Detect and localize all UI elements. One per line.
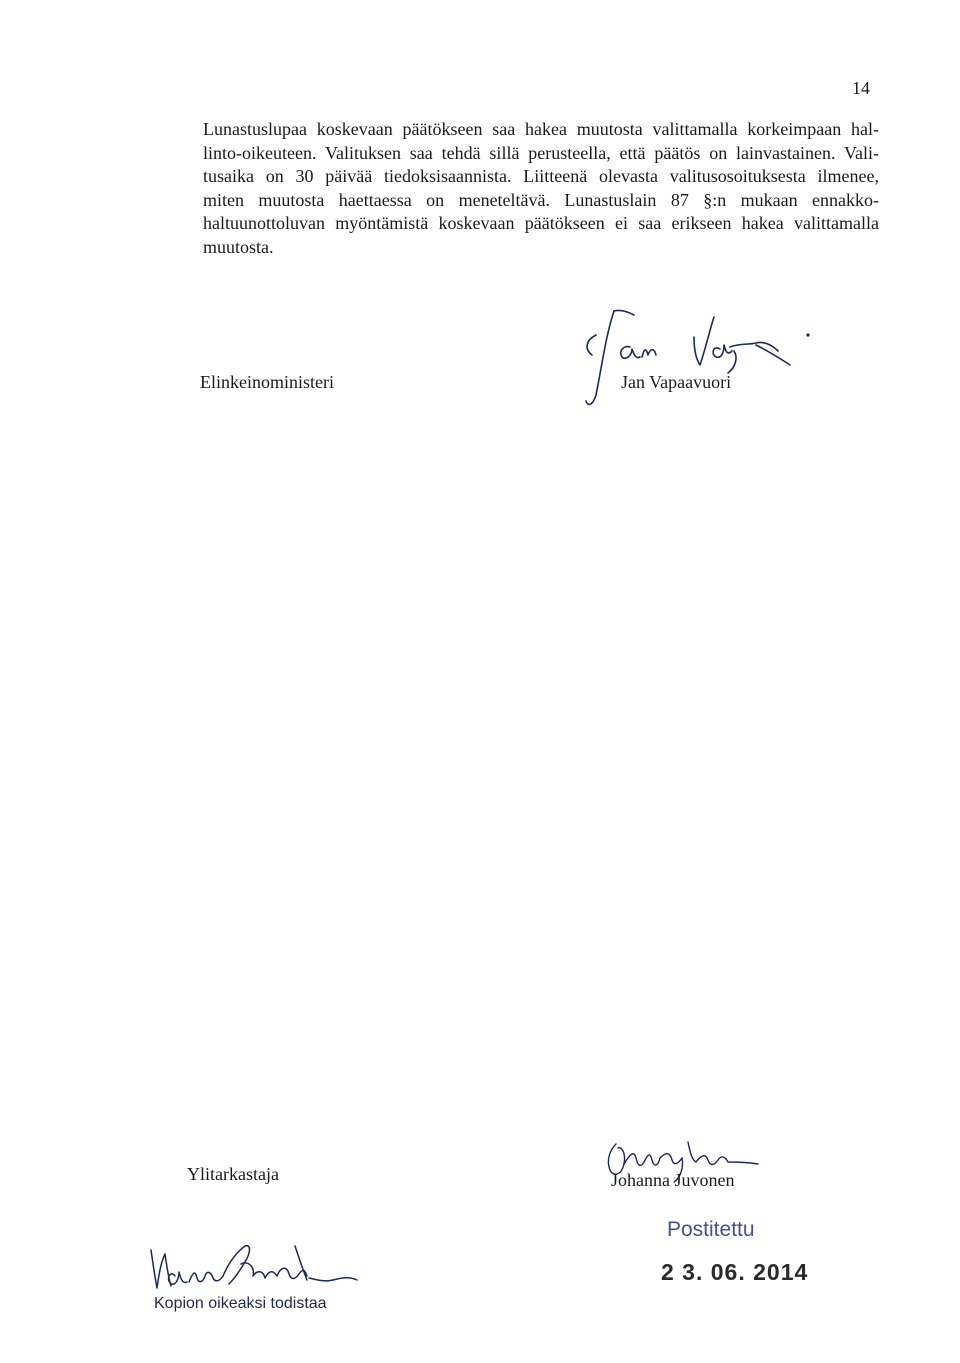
paragraph-line: miten muutosta haettaessa on meneteltävä. Lunastuslain 87 §:n mukaan ennakko- <box>203 189 879 210</box>
paragraph-line: muutosta. <box>203 236 274 257</box>
appeal-instructions-paragraph <box>203 118 879 259</box>
copy-certification-label: Kopion oikeaksi todistaa <box>154 1295 327 1312</box>
page-number: 14 <box>852 78 870 98</box>
paragraph-line: linto-oikeuteen. Valituksen saa tehdä sillä perusteella, että päätös on lainvastainen. Vali- <box>203 142 879 163</box>
certifier-handwritten-signature <box>145 1240 375 1298</box>
minister-title: Elinkeinoministeri <box>200 372 334 392</box>
paragraph-line: haltuunottoluvan myöntämistä koskevaan päätökseen ei saa erikseen hakea valittamalla <box>203 213 879 233</box>
minister-handwritten-signature <box>578 305 818 415</box>
inspector-title: Ylitarkastaja <box>187 1164 279 1184</box>
minister-name: Jan Vapaavuori <box>621 372 732 392</box>
mailed-stamp-date: 2 3. 06. 2014 <box>661 1259 809 1285</box>
paragraph-line: Lunastuslupaa koskevaan päätökseen saa hakea muutosta valittamalla korkeimpaan hal- <box>203 119 879 139</box>
paragraph-line: tusaika on 30 päivää tiedoksisaannista. Liitteenä olevasta valitusosoituksesta ilmenee, <box>203 166 879 186</box>
inspector-name: Johanna Juvonen <box>611 1170 735 1190</box>
mailed-stamp-label: Postitettu <box>667 1218 755 1241</box>
